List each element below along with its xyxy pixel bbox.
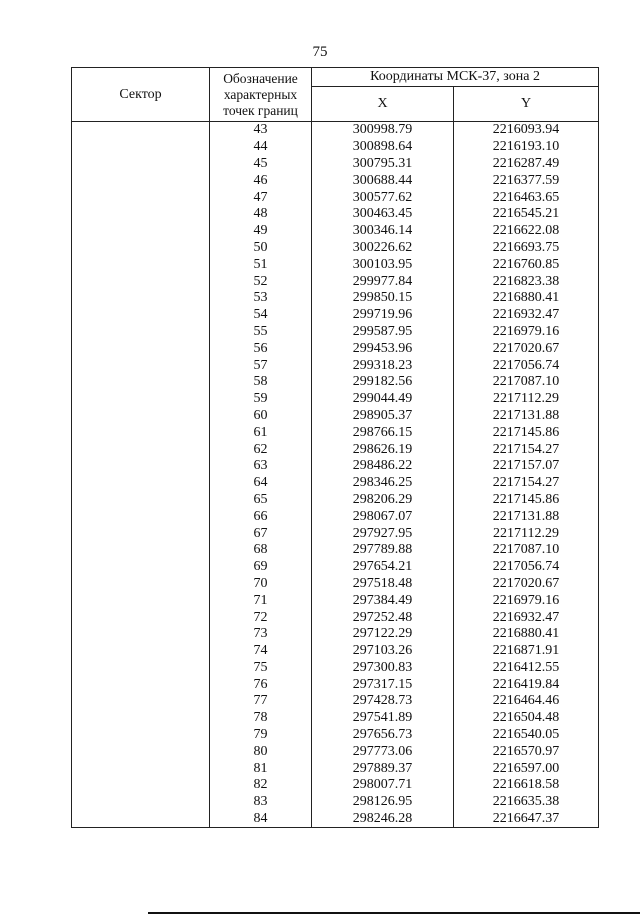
point-number-cell: 70 <box>210 576 312 593</box>
x-coordinate-cell: 298766.15 <box>312 424 454 441</box>
y-coordinate-cell: 2216464.46 <box>454 693 599 710</box>
header-designation-line-3: точек границ <box>223 102 298 118</box>
table-row <box>72 743 599 760</box>
sector-cell <box>72 508 210 525</box>
x-coordinate-cell: 300795.31 <box>312 156 454 173</box>
sector-cell <box>72 693 210 710</box>
point-number-cell: 51 <box>210 256 312 273</box>
sector-cell <box>72 290 210 307</box>
table-row <box>72 441 599 458</box>
point-number-cell: 44 <box>210 139 312 156</box>
table-row <box>72 391 599 408</box>
y-coordinate-cell: 2216871.91 <box>454 643 599 660</box>
table-row <box>72 206 599 223</box>
y-coordinate-cell: 2217145.86 <box>454 492 599 509</box>
x-coordinate-cell: 297656.73 <box>312 727 454 744</box>
y-coordinate-cell: 2216193.10 <box>454 139 599 156</box>
point-number-cell: 71 <box>210 592 312 609</box>
table-row <box>72 559 599 576</box>
point-number-cell: 57 <box>210 357 312 374</box>
sector-cell <box>72 256 210 273</box>
y-coordinate-cell: 2216419.84 <box>454 676 599 693</box>
y-coordinate-cell: 2216463.65 <box>454 189 599 206</box>
point-number-cell: 72 <box>210 609 312 626</box>
y-coordinate-cell: 2216635.38 <box>454 794 599 811</box>
sector-cell <box>72 609 210 626</box>
y-coordinate-cell: 2216570.97 <box>454 743 599 760</box>
point-number-cell: 50 <box>210 240 312 257</box>
x-coordinate-cell: 298067.07 <box>312 508 454 525</box>
point-number-cell: 47 <box>210 189 312 206</box>
table-row <box>72 811 599 828</box>
x-coordinate-cell: 300463.45 <box>312 206 454 223</box>
x-coordinate-cell: 300346.14 <box>312 223 454 240</box>
table-row <box>72 357 599 374</box>
x-coordinate-cell: 298486.22 <box>312 458 454 475</box>
table-row <box>72 492 599 509</box>
point-number-cell: 73 <box>210 626 312 643</box>
point-number-cell: 64 <box>210 475 312 492</box>
x-coordinate-cell: 300898.64 <box>312 139 454 156</box>
header-y: Y <box>454 87 599 122</box>
x-coordinate-cell: 298206.29 <box>312 492 454 509</box>
y-coordinate-cell: 2216618.58 <box>454 777 599 794</box>
table-row <box>72 408 599 425</box>
y-coordinate-cell: 2216622.08 <box>454 223 599 240</box>
table-row <box>72 156 599 173</box>
sector-cell <box>72 391 210 408</box>
table-row <box>72 592 599 609</box>
point-number-cell: 58 <box>210 374 312 391</box>
table-row <box>72 525 599 542</box>
header-designation-line-2: характерных <box>223 86 298 102</box>
y-coordinate-cell: 2217154.27 <box>454 441 599 458</box>
table-row <box>72 223 599 240</box>
y-coordinate-cell: 2216412.55 <box>454 660 599 677</box>
x-coordinate-cell: 299719.96 <box>312 307 454 324</box>
sector-cell <box>72 559 210 576</box>
sector-cell <box>72 727 210 744</box>
table-row <box>72 424 599 441</box>
x-coordinate-cell: 297317.15 <box>312 676 454 693</box>
x-coordinate-cell: 297889.37 <box>312 760 454 777</box>
table-row <box>72 626 599 643</box>
y-coordinate-cell: 2216377.59 <box>454 172 599 189</box>
sector-cell <box>72 760 210 777</box>
point-number-cell: 43 <box>210 122 312 139</box>
sector-cell <box>72 223 210 240</box>
y-coordinate-cell: 2216932.47 <box>454 609 599 626</box>
point-number-cell: 45 <box>210 156 312 173</box>
y-coordinate-cell: 2216093.94 <box>454 122 599 139</box>
sector-cell <box>72 139 210 156</box>
point-number-cell: 79 <box>210 727 312 744</box>
x-coordinate-cell: 297773.06 <box>312 743 454 760</box>
sector-cell <box>72 676 210 693</box>
table-row <box>72 290 599 307</box>
point-number-cell: 55 <box>210 324 312 341</box>
table-row <box>72 340 599 357</box>
x-coordinate-cell: 298905.37 <box>312 408 454 425</box>
sector-cell <box>72 122 210 139</box>
point-number-cell: 83 <box>210 794 312 811</box>
y-coordinate-cell: 2217020.67 <box>454 576 599 593</box>
y-coordinate-cell: 2217131.88 <box>454 408 599 425</box>
x-coordinate-cell: 297122.29 <box>312 626 454 643</box>
x-coordinate-cell: 300103.95 <box>312 256 454 273</box>
sector-cell <box>72 660 210 677</box>
y-coordinate-cell: 2216979.16 <box>454 592 599 609</box>
y-coordinate-cell: 2216880.41 <box>454 626 599 643</box>
x-coordinate-cell: 297252.48 <box>312 609 454 626</box>
sector-cell <box>72 542 210 559</box>
table-body <box>72 122 599 828</box>
y-coordinate-cell: 2216823.38 <box>454 273 599 290</box>
sector-cell <box>72 458 210 475</box>
sector-cell <box>72 592 210 609</box>
sector-cell <box>72 777 210 794</box>
point-number-cell: 63 <box>210 458 312 475</box>
point-number-cell: 74 <box>210 643 312 660</box>
table-row <box>72 660 599 677</box>
page-number: 75 <box>312 44 328 60</box>
point-number-cell: 56 <box>210 340 312 357</box>
x-coordinate-cell: 297300.83 <box>312 660 454 677</box>
x-coordinate-cell: 297654.21 <box>312 559 454 576</box>
table-row <box>72 307 599 324</box>
y-coordinate-cell: 2216540.05 <box>454 727 599 744</box>
y-coordinate-cell: 2217020.67 <box>454 340 599 357</box>
point-number-cell: 78 <box>210 710 312 727</box>
x-coordinate-cell: 297384.49 <box>312 592 454 609</box>
table-row <box>72 643 599 660</box>
y-coordinate-cell: 2217087.10 <box>454 374 599 391</box>
x-coordinate-cell: 298007.71 <box>312 777 454 794</box>
y-coordinate-cell: 2216932.47 <box>454 307 599 324</box>
sector-cell <box>72 324 210 341</box>
point-number-cell: 66 <box>210 508 312 525</box>
point-number-cell: 69 <box>210 559 312 576</box>
point-number-cell: 49 <box>210 223 312 240</box>
sector-cell <box>72 357 210 374</box>
y-coordinate-cell: 2216647.37 <box>454 811 599 828</box>
y-coordinate-cell: 2216880.41 <box>454 290 599 307</box>
point-number-cell: 81 <box>210 760 312 777</box>
sector-cell <box>72 475 210 492</box>
sector-cell <box>72 374 210 391</box>
y-coordinate-cell: 2216504.48 <box>454 710 599 727</box>
sector-cell <box>72 172 210 189</box>
sector-cell <box>72 626 210 643</box>
y-coordinate-cell: 2217154.27 <box>454 475 599 492</box>
table-row <box>72 727 599 744</box>
sector-cell <box>72 189 210 206</box>
point-number-cell: 62 <box>210 441 312 458</box>
x-coordinate-cell: 300577.62 <box>312 189 454 206</box>
table-row <box>72 542 599 559</box>
point-number-cell: 52 <box>210 273 312 290</box>
x-coordinate-cell: 299453.96 <box>312 340 454 357</box>
y-coordinate-cell: 2216287.49 <box>454 156 599 173</box>
point-number-cell: 76 <box>210 676 312 693</box>
table-row <box>72 189 599 206</box>
y-coordinate-cell: 2216693.75 <box>454 240 599 257</box>
table-row <box>72 256 599 273</box>
coordinates-table <box>71 67 599 828</box>
x-coordinate-cell: 298246.28 <box>312 811 454 828</box>
x-coordinate-cell: 297518.48 <box>312 576 454 593</box>
y-coordinate-cell: 2217112.29 <box>454 525 599 542</box>
x-coordinate-cell: 300998.79 <box>312 122 454 139</box>
point-number-cell: 61 <box>210 424 312 441</box>
point-number-cell: 53 <box>210 290 312 307</box>
y-coordinate-cell: 2216760.85 <box>454 256 599 273</box>
table-header <box>72 68 599 122</box>
point-number-cell: 65 <box>210 492 312 509</box>
table-row <box>72 710 599 727</box>
point-number-cell: 67 <box>210 525 312 542</box>
table-row <box>72 122 599 139</box>
point-number-cell: 59 <box>210 391 312 408</box>
sector-cell <box>72 424 210 441</box>
x-coordinate-cell: 299182.56 <box>312 374 454 391</box>
x-coordinate-cell: 299587.95 <box>312 324 454 341</box>
x-coordinate-cell: 297927.95 <box>312 525 454 542</box>
header-designation-line-1: Обозначение <box>223 70 298 86</box>
table-row <box>72 240 599 257</box>
sector-cell <box>72 643 210 660</box>
y-coordinate-cell: 2217112.29 <box>454 391 599 408</box>
sector-cell <box>72 492 210 509</box>
sector-cell <box>72 576 210 593</box>
sector-cell <box>72 307 210 324</box>
sector-cell <box>72 240 210 257</box>
table-row <box>72 475 599 492</box>
sector-cell <box>72 156 210 173</box>
x-coordinate-cell: 299044.49 <box>312 391 454 408</box>
header-coordinates: Координаты МСК-37, зона 2 <box>312 68 599 87</box>
x-coordinate-cell: 300226.62 <box>312 240 454 257</box>
header-sector: Сектор <box>72 68 210 122</box>
x-coordinate-cell: 299977.84 <box>312 273 454 290</box>
sector-cell <box>72 710 210 727</box>
table-row <box>72 458 599 475</box>
y-coordinate-cell: 2217157.07 <box>454 458 599 475</box>
point-number-cell: 80 <box>210 743 312 760</box>
table-row <box>72 172 599 189</box>
sector-cell <box>72 794 210 811</box>
table-row <box>72 139 599 156</box>
point-number-cell: 54 <box>210 307 312 324</box>
table-row <box>72 576 599 593</box>
x-coordinate-cell: 300688.44 <box>312 172 454 189</box>
point-number-cell: 48 <box>210 206 312 223</box>
x-coordinate-cell: 297428.73 <box>312 693 454 710</box>
point-number-cell: 60 <box>210 408 312 425</box>
x-coordinate-cell: 297789.88 <box>312 542 454 559</box>
scan-edge-line <box>148 912 640 914</box>
table-row <box>72 760 599 777</box>
x-coordinate-cell: 298626.19 <box>312 441 454 458</box>
sector-cell <box>72 525 210 542</box>
sector-cell <box>72 441 210 458</box>
point-number-cell: 75 <box>210 660 312 677</box>
table-row <box>72 693 599 710</box>
point-number-cell: 46 <box>210 172 312 189</box>
table-row <box>72 676 599 693</box>
table-row <box>72 794 599 811</box>
y-coordinate-cell: 2216979.16 <box>454 324 599 341</box>
x-coordinate-cell: 299318.23 <box>312 357 454 374</box>
point-number-cell: 68 <box>210 542 312 559</box>
y-coordinate-cell: 2217056.74 <box>454 559 599 576</box>
sector-cell <box>72 811 210 828</box>
point-number-cell: 84 <box>210 811 312 828</box>
y-coordinate-cell: 2216545.21 <box>454 206 599 223</box>
x-coordinate-cell: 298126.95 <box>312 794 454 811</box>
y-coordinate-cell: 2217056.74 <box>454 357 599 374</box>
table-row <box>72 374 599 391</box>
sector-cell <box>72 206 210 223</box>
x-coordinate-cell: 297103.26 <box>312 643 454 660</box>
y-coordinate-cell: 2217131.88 <box>454 508 599 525</box>
point-number-cell: 77 <box>210 693 312 710</box>
table-row <box>72 324 599 341</box>
header-x: X <box>312 87 454 122</box>
y-coordinate-cell: 2216597.00 <box>454 760 599 777</box>
table-row <box>72 273 599 290</box>
y-coordinate-cell: 2217145.86 <box>454 424 599 441</box>
x-coordinate-cell: 297541.89 <box>312 710 454 727</box>
sector-cell <box>72 340 210 357</box>
table-row <box>72 609 599 626</box>
table-row <box>72 508 599 525</box>
table-row <box>72 777 599 794</box>
sector-cell <box>72 273 210 290</box>
sector-cell <box>72 743 210 760</box>
header-designation <box>210 68 312 122</box>
y-coordinate-cell: 2217087.10 <box>454 542 599 559</box>
x-coordinate-cell: 298346.25 <box>312 475 454 492</box>
x-coordinate-cell: 299850.15 <box>312 290 454 307</box>
sector-cell <box>72 408 210 425</box>
point-number-cell: 82 <box>210 777 312 794</box>
